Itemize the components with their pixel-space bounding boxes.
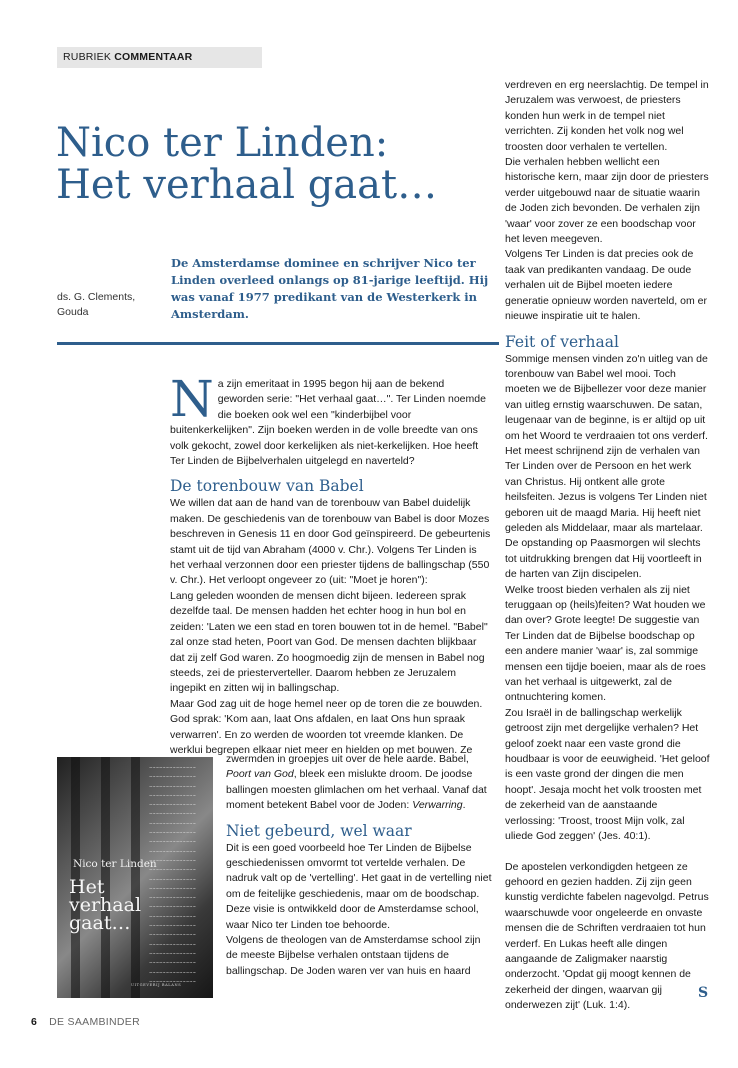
heading-torenbouw: De torenbouw van Babel: [170, 477, 364, 496]
heading-niet-gebeurd: Niet gebeurd, wel waar: [226, 821, 412, 840]
rubriek-label: [57, 47, 262, 68]
rubriek-name: COMMENTAAR: [114, 51, 193, 63]
heading-feit-of-verhaal: Feit of verhaal: [505, 332, 619, 351]
article-column-middle-lower: [226, 752, 493, 979]
paragraph: zwermden in groepjes uit over de hele aarde. Babel, Poort van God, bleek een mislukte droom. De joodse ballingen moesten glimlachen om het verhaal. Vanaf dat moment betekent Babel voor de Joden: Verwarring.: [226, 753, 487, 812]
end-mark-icon: S: [698, 985, 709, 1001]
paragraph: Maar God zag uit de hoge hemel neer op de toren die ze bouwden. God sprak: 'Kom aan, laat Ons afdalen, en laat Ons hun spraak verwarren'. En zo werden de woorden tot vreemde klanken. De werklui begrepen elkaar niet meer en hielden op met bouwen. Ze: [170, 697, 483, 756]
title-line-2: Het verhaal gaat…: [56, 162, 438, 208]
intro-text: a zijn emeritaat in 1995 begon hij aan de bekend geworden serie: "Het verhaal gaat…". Ter Linden noemde die boeken ook wel een "kinderbijbel voor buitenkerkelijken". Zijn boeken werden in de volle breedte van ons volk gekocht, zowel door kerkelijken als niet-kerkelijken. Hoe heeft Ter Linden de Bijbelverhalen uitgelegd en naverteld?: [170, 378, 486, 468]
paragraph: Zou Israël in de ballingschap werkelijk getroost zijn met dergelijke verhalen? Het geloof zoekt naar een vaste grond die houdbaar is voor de eeuwigheid. 'Het geloof is een vaste grond der dingen die men hoopt'. Jesaja mocht het volk troosten met de zekerheid van de aanstaande verlossing: 'Troost, troost Mijn volk, zal uliede God zeggen' (Jes. 40:1).: [505, 706, 710, 843]
author-name: ds. G. Clements,: [57, 291, 136, 303]
author-byline: [57, 290, 167, 320]
paragraph: Volgens Ter Linden is dat precies ook de taak van predikanten vandaag. De oude verhalen uit de Bijbel moeten iedere generatie opnieuw worden naverteld, om er nieuwe inspiratie uit te halen.: [505, 248, 707, 323]
paragraph: Die verhalen hebben wellicht een historische kern, maar zijn door de priesters verder uitgebouwd naar de situatie waarin de Joden zich bevonden. De verhalen zijn 'waar' voor zover ze een boodschap voor het leven meegeven.: [505, 156, 709, 246]
title-line-1: Nico ter Linden:: [56, 120, 389, 166]
paragraph: Het meest schrijnend zijn de verhalen van Ter Linden over de Persoon en het werk van Christus. Hij ontkent alle grote heilsfeiten. Jezus is volgens Ter Linden niet geboren uit de maagd Maria. Hij heeft niet geleden als Middelaar, maar als martelaar. De opstanding op Paasmorgen wil slechts tot uitdrukking brengen dat Hij voortleeft in de harten van Zijn discipelen.: [505, 444, 707, 581]
book-cover-author: Nico ter Linden: [73, 858, 157, 870]
page-number: 6: [31, 1016, 38, 1028]
paragraph: Welke troost bieden verhalen als zij niet teruggaan op (heils)feiten? Wat houden we dan over? Grote leegte! De suggestie van Ter Linden dat de Bijbelse boodschap op een andere manier 'waar' is, zal sommige mensen een tijdje boeien, maar als de roes van het verhaal is uitgewerkt, zal de ontnuchtering komen.: [505, 583, 706, 704]
book-cover-image: [57, 757, 213, 998]
divider-rule: [57, 342, 499, 345]
article-title: [56, 122, 496, 206]
intro-paragraph: [170, 370, 492, 469]
article-column-middle: [170, 370, 492, 758]
drop-cap: N: [170, 370, 214, 428]
book-cover-title: Het verhaal gaat…: [69, 876, 142, 934]
paragraph: Sommige mensen vinden zo'n uitleg van de torenbouw van Babel wel mooi. Toch moeten we de Bijbellezer voor deze manier van uitleg ernstig waarschuwen. De satan, leugenaar van de beginne, is er altijd op uit om het Woord te verdraaien tot ons verderf.: [505, 352, 708, 442]
author-place: Gouda: [57, 306, 89, 318]
article-column-right: [505, 78, 710, 1014]
book-cover-contents-decoration: ~~~~~~~~~~~~~~ ~~~~~~~~~~~~~~ ~~~~~~~~~~~~~~ ~~~~~~~~~~~~~~ ~~~~~~~~~~~~~~ ~~~~~~~~~~~~~~ ~~~~~~~~~~~~~~ ~~~~~~~~~~~~~~ ~~~~~~~~~~~~~~ ~~~~~~~~~~~~~~ ~~~~~~~~~~~~~~ ~~~~~~~~~~~~~~ ~~~~~~~~~~~~~~ ~~~~~~~~~~~~~~ ~~~~~~~~~~~~~~ ~~~~~~~~~~~~~~ ~~~~~~~~~~~~~~ ~~~~~~~~~~~~~~ ~~~~~~~~~~~~~~ ~~~~~~~~~~~~~~ ~~~~~~~~~~~~~~ ~~~~~~~~~~~~~~ ~~~~~~~~~~~~~~ ~~~~~~~~~~~~~~: [149, 765, 196, 984]
paragraph: We willen dat aan de hand van de torenbouw van Babel duidelijk maken. De geschiedenis van de torenbouw van Babel is door Mozes beschreven in Genesis 11 en door God geïnspireerd. De gebeurtenis stamt uit de tijd van Abraham (4000 v. Chr.). Volgens Ter Linden is het verhaal verzonnen door een priester tijdens de ballingschap (550 v. Chr.). Het verloopt ongeveer zo (uit: "Moet je horen"):: [170, 497, 491, 587]
paragraph: Volgens de theologen van de Amsterdamse school zijn de meeste Bijbelse verhalen ontstaan tijdens de ballingschap. De Joden waren ver van huis en haard: [226, 934, 481, 977]
lead-paragraph: De Amsterdamse dominee en schrijver Nico ter Linden overleed onlangs op 81-jarige leeftijd. Hij was vanaf 1977 predikant van de Westerkerk in Amsterdam.: [171, 256, 489, 321]
paragraph: Dit is een goed voorbeeld hoe Ter Linden de Bijbelse geschiedenissen omvormt tot vertelde verhalen. De nadruk valt op de 'vertelling'. Het gaat in de vertelling niet om de feitelijke geschiedenis, maar om de boodschap. Deze visie is ontwikkeld door de Amsterdamse school, waar Nico ter Linden toe behoorde.: [226, 841, 492, 931]
rubriek-prefix: RUBRIEK: [63, 51, 112, 63]
magazine-name: DE SAAMBINDER: [49, 1016, 140, 1028]
paragraph: Lang geleden woonden de mensen dicht bijeen. Iedereen sprak dezelfde taal. De mensen hadden het echter hoog in hun bol en zeiden: 'Laten we een stad en toren bouwen tot in de hemel. "Babel" zal onze stad heten, Poort van God. De mensen dachten blijkbaar dat zij zelf God waren. Zo hoogmoedig zijn de mensen in Babel nog steeds, zei de priesterverteller. Daarom hebben ze Jeruzalem ingepikt en zitten wij in ballingschap.: [170, 589, 488, 695]
paragraph: De apostelen verkondigden hetgeen ze gehoord en gezien hadden. Zij zijn geen kunstig verdichte fabelen nagevolgd. Petrus waarschuwde voor ongeleerde en onvaste mensen die de Schriften verdraaien tot hun verderf. En Lukas heeft alle dingen aangaande de Zaligmaker naarstig onderzocht. 'Opdat gij moogt kennen de zekerheid der dingen, waarvan gij onderwezen zijt' (Luk. 1:4).: [505, 860, 709, 1012]
paragraph: verdreven en erg neerslachtig. De tempel in Jeruzalem was verwoest, de priesters konden hun werk in de tempel niet verrichten. Zij konden het volk nog wel troosten door verhalen te vertellen.: [505, 79, 709, 153]
page-footer: [31, 1016, 140, 1028]
book-cover-publisher: UITGEVERIJ BALANS: [131, 983, 182, 987]
